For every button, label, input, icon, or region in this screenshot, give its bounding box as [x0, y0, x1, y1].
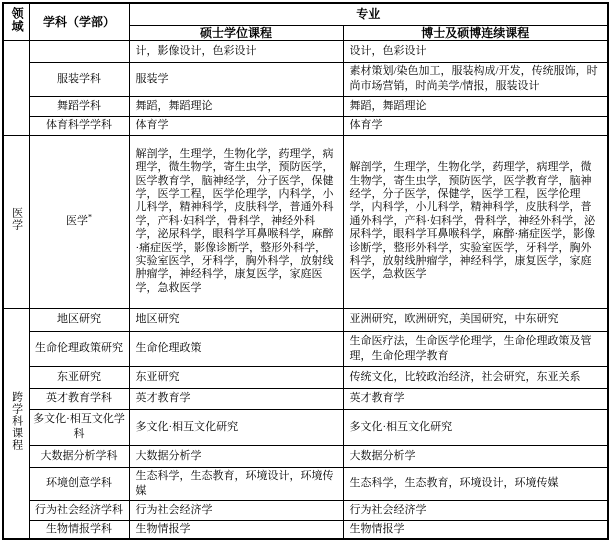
col-header-major: 专业 — [129, 3, 608, 25]
doctor-programs-cell: 亚洲研究，欧洲研究，美国研究，中东研究 — [343, 308, 608, 331]
discipline-cell: 舞蹈学科 — [29, 96, 129, 116]
master-programs-cell: 服装学 — [129, 62, 343, 96]
doctor-programs-cell: 设计，色彩设计 — [343, 40, 608, 62]
master-programs-cell: 解剖学，生理学，生物化学，药理学，病理学，微生物学，寄生虫学，预防医学，医学教育学，脑神经学，分子医学，保健学，医学工程，医学伦理学，内科学，小儿科学，精神科学，皮肤科学，普通外科学，产科·妇科学，骨科学，神经外科学，泌尿科学，眼科学耳鼻喉科学，麻醉·痛症医学，影像诊断学，整形外科学，实验室医学，牙科学，胸外科学，放射线肿瘤学，神经科学，康复医学，家庭医学，急救医学 — [129, 135, 343, 308]
master-programs-cell: 生命伦理政策 — [129, 331, 343, 366]
doctor-programs-cell: 行为社会经济学 — [343, 500, 608, 520]
discipline-cell: 服装学科 — [29, 62, 129, 96]
table-row — [3, 366, 608, 388]
master-programs-cell: 行为社会经济学 — [129, 500, 343, 520]
col-header-domain — [3, 3, 29, 40]
discipline-cell: 地区研究 — [29, 308, 129, 331]
master-programs-cell: 体育学 — [129, 116, 343, 135]
discipline-cell: 多文化·相互文化学科 — [29, 409, 129, 445]
col-header-doctor: 博士及硕博连续课程 — [343, 25, 608, 40]
master-programs-cell: 东亚研究 — [129, 366, 343, 388]
table-row — [3, 308, 608, 331]
table-row — [3, 116, 608, 135]
master-programs-cell: 舞蹈，舞蹈理论 — [129, 96, 343, 116]
discipline-cell: 环境创意学科 — [29, 467, 129, 500]
table-row — [3, 388, 608, 409]
table-row — [3, 445, 608, 467]
master-programs-cell: 英才教育学 — [129, 388, 343, 409]
table-row — [3, 40, 608, 62]
doctor-programs-cell: 英才教育学 — [343, 388, 608, 409]
master-programs-cell: 生态科学，生态教育，环境设计，环境传媒 — [129, 467, 343, 500]
doctor-programs-cell: 传统文化，比较政治经济，社会研究，东亚关系 — [343, 366, 608, 388]
doctor-programs-cell: 体育学 — [343, 116, 608, 135]
doctor-programs-cell: 舞蹈，舞蹈理论 — [343, 96, 608, 116]
discipline-cell: 生命伦理政策研究 — [29, 331, 129, 366]
discipline-cell: 大数据分析学科 — [29, 445, 129, 467]
discipline-cell — [29, 40, 129, 62]
table-row — [3, 62, 608, 96]
discipline-cell: 体育科学学科 — [29, 116, 129, 135]
master-programs-cell: 地区研究 — [129, 308, 343, 331]
discipline-cell: 英才教育学科 — [29, 388, 129, 409]
doctor-programs-cell: 素材策划/染色加工，服装构成/开发，传统服饰，时尚市场营销，时尚美学/情报，服装设计 — [343, 62, 608, 96]
table-row — [3, 135, 608, 308]
col-header-master: 硕士学位课程 — [129, 25, 343, 40]
table-row — [3, 467, 608, 500]
col-header-discipline: 学科（学部） — [29, 3, 129, 40]
discipline-cell: 东亚研究 — [29, 366, 129, 388]
domain-cell-interdisciplinary: 跨学科课程 — [3, 308, 29, 539]
discipline-cell: 生物情报学科 — [29, 520, 129, 539]
table-row — [3, 96, 608, 116]
table-row — [3, 331, 608, 366]
doctor-programs-cell: 解剖学，生理学，生物化学，药理学，病理学，微生物学，寄生虫学，预防医学，医学教育学，脑神经学，分子医学，保健学，医学工程，医学伦理学，内科学，小儿科学，精神科学，皮肤科学，普通外科学，产科·妇科学，骨科学，神经外科学，泌尿科学，眼科学耳鼻喉科学，麻醉·痛症医学，影像诊断学，整形外科学，实验室医学，牙科学，胸外科学，放射线肿瘤学，神经科学，康复医学，家庭医学，急救医学 — [343, 135, 608, 308]
doctor-programs-cell: 大数据分析学 — [343, 445, 608, 467]
doctor-programs-cell: 生态科学，生态教育，环境设计，环境传媒 — [343, 467, 608, 500]
table-row — [3, 500, 608, 520]
header-row-1 — [3, 3, 608, 25]
master-programs-cell: 多文化·相互文化研究 — [129, 409, 343, 445]
domain-cell-medicine: 医学 — [3, 135, 29, 308]
discipline-cell: 行为社会经济学科 — [29, 500, 129, 520]
master-programs-cell: 计，影像设计，色彩设计 — [129, 40, 343, 62]
master-programs-cell: 大数据分析学 — [129, 445, 343, 467]
domain-cell-empty — [3, 40, 29, 135]
master-programs-cell: 生物情报学 — [129, 520, 343, 539]
col-header-domain-label: 领域 — [10, 7, 25, 34]
program-catalog-table — [2, 2, 609, 540]
discipline-cell: 医学* — [29, 135, 129, 308]
footnote-mark: * — [88, 212, 92, 222]
doctor-programs-cell: 多文化·相互文化研究 — [343, 409, 608, 445]
table-row — [3, 520, 608, 539]
doctor-programs-cell: 生命医疗法，生命医学伦理学，生命伦理政策及管理，生命伦理学教育 — [343, 331, 608, 366]
doctor-programs-cell: 生物情报学 — [343, 520, 608, 539]
table-row — [3, 409, 608, 445]
